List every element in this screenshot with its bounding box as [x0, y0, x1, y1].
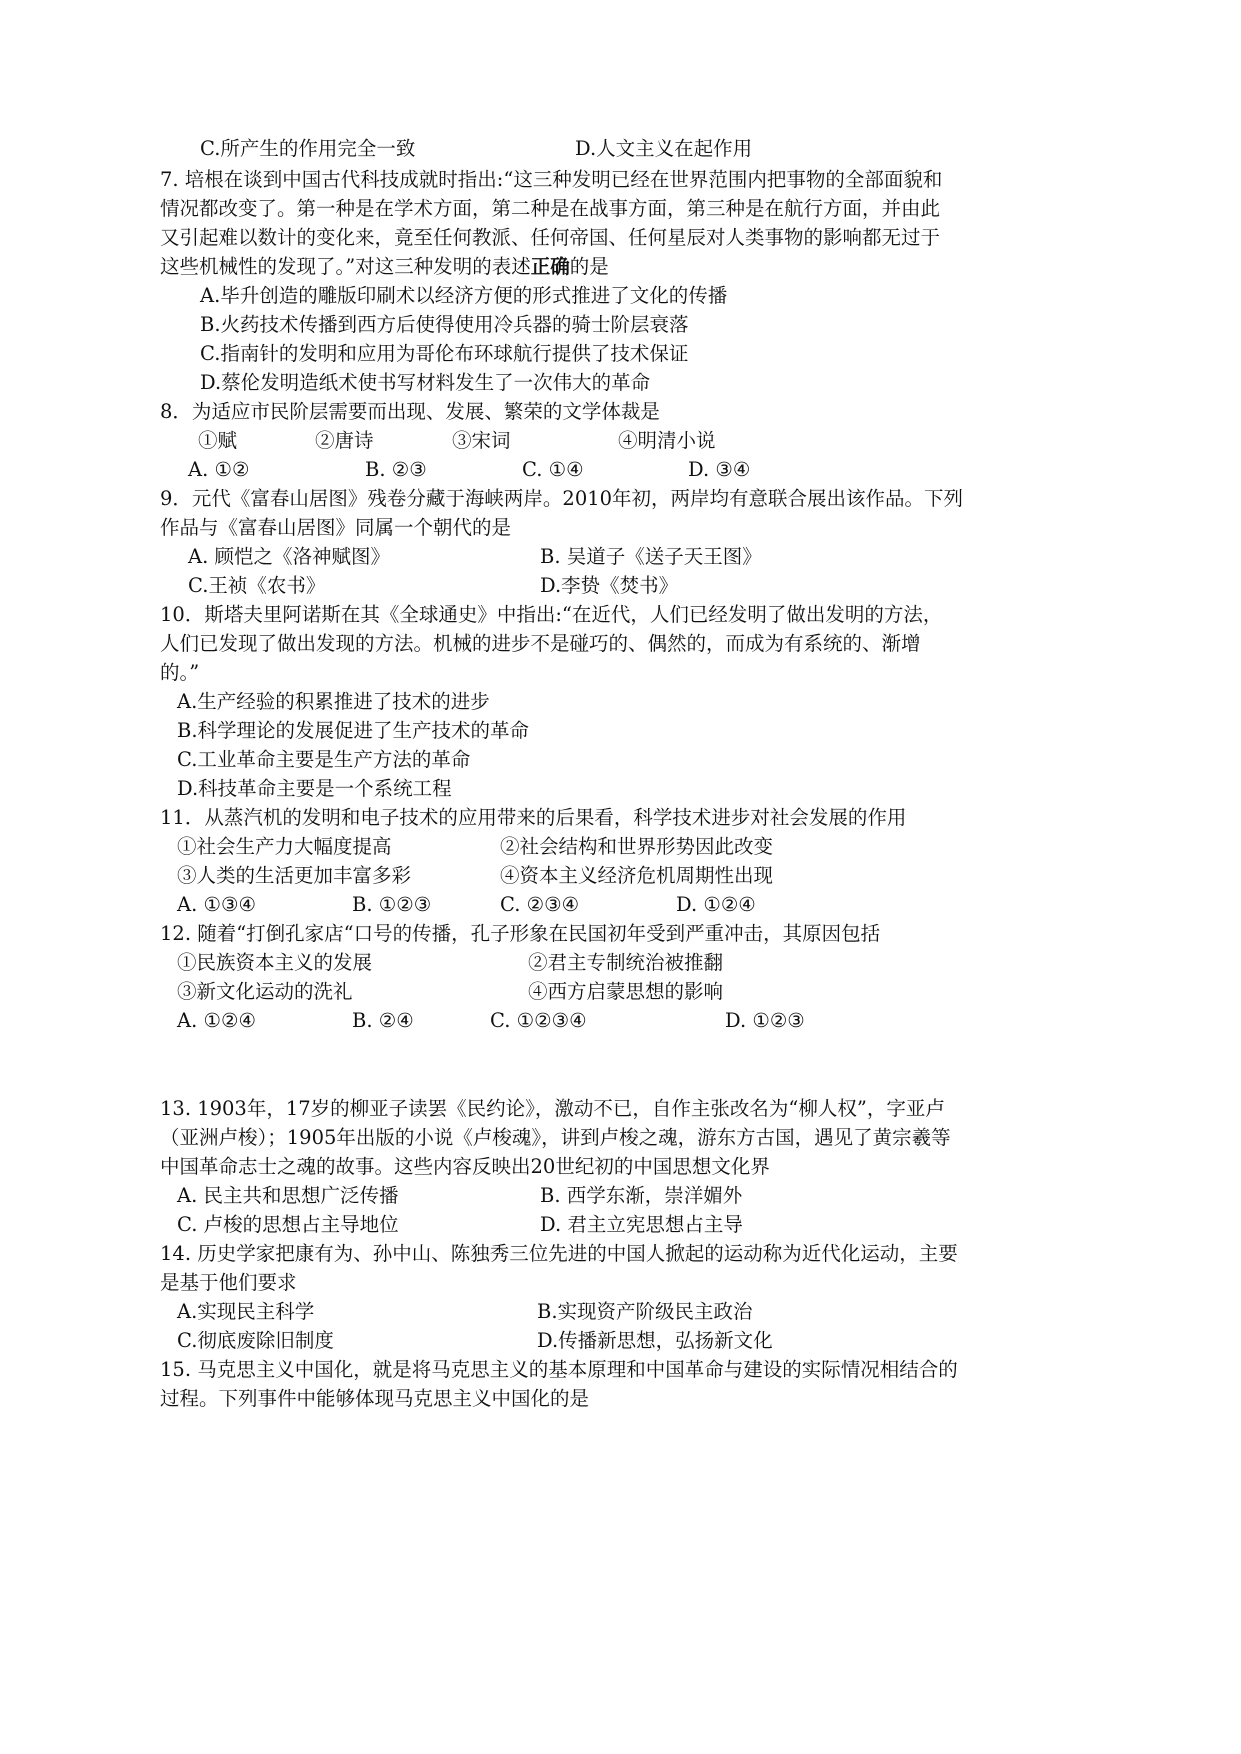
q7-stem-line3: 又引起难以数计的变化来，竟至任何教派、任何帝国、任何星辰对人类事物的影响都无过于 — [160, 226, 941, 249]
q11-option-c: C. ②③④ — [500, 893, 580, 916]
q9-option-b: B. 吴道子《送子天王图》 — [540, 545, 762, 568]
q12-option-c: C. ①②③④ — [490, 1009, 587, 1032]
q8-option-c: C. ①④ — [522, 458, 584, 481]
q9-stem-line1: 9．元代《富春山居图》残卷分藏于海峡两岸。2010年初，两岸均有意联合展出该作品。下列 — [160, 487, 964, 510]
q7-option-b: B.火药技术传播到西方后使得使用冷兵器的骑士阶层衰落 — [200, 313, 689, 336]
q10-stem-line3: 的。” — [160, 661, 200, 684]
q7-emphasis-correct: 正确 — [530, 255, 570, 278]
q13-option-b: B. 西学东渐，崇洋媚外 — [540, 1184, 743, 1207]
q13-option-d: D. 君主立宪思想占主导 — [540, 1213, 743, 1236]
q15-stem-line1: 15. 马克思主义中国化，就是将马克思主义的基本原理和中国革命与建设的实际情况相结合的 — [160, 1358, 958, 1381]
q7-option-d: D.蔡伦发明造纸术使书写材料发生了一次伟大的革命 — [200, 371, 651, 394]
q6-option-d: D.人文主义在起作用 — [575, 137, 753, 160]
q13-stem-line1: 13. 1903年，17岁的柳亚子读罢《民约论》，激动不已，自作主张改名为“柳人权”，字亚卢 — [160, 1097, 945, 1120]
q7-stem-line1: 7. 培根在谈到中国古代科技成就时指出:“这三种发明已经在世界范围内把事物的全部面貌和 — [160, 168, 943, 191]
q9-option-a: A. 顾恺之《洛神赋图》 — [188, 545, 390, 568]
q8-item-1: ①赋 — [198, 429, 238, 452]
q12-option-d: D. ①②③ — [725, 1009, 805, 1032]
q12-stem: 12. 随着“打倒孔家店“口号的传播，孔子形象在民国初年受到严重冲击，其原因包括 — [160, 922, 881, 945]
q6-option-c: C.所产生的作用完全一致 — [200, 137, 416, 160]
q11-stem: 11．从蒸汽机的发明和电子技术的应用带来的后果看，科学技术进步对社会发展的作用 — [160, 806, 907, 829]
q9-option-d: D.李贽《焚书》 — [540, 574, 679, 597]
q14-option-b: B.实现资产阶级民主政治 — [537, 1300, 753, 1323]
q10-stem-line1: 10．斯塔夫里阿诺斯在其《全球通史》中指出:“在近代，人们已经发明了做出发明的方法， — [160, 603, 943, 626]
q7-stem-line4 — [160, 254, 609, 280]
q10-option-c: C.工业革命主要是生产方法的革命 — [177, 748, 471, 771]
q7-stem-line2: 情况都改变了。第一种是在学术方面，第二种是在战事方面，第三种是在航行方面，并由此 — [160, 197, 941, 220]
q13-stem-line2: （亚洲卢梭）；1905年出版的小说《卢梭魂》，讲到卢梭之魂，游东方古国，遇见了黄宗羲等 — [160, 1126, 951, 1149]
q7-option-c: C.指南针的发明和应用为哥伦布环球航行提供了技术保证 — [200, 342, 689, 365]
q7-option-a: A.毕升创造的雕版印刷术以经济方便的形式推进了文化的传播 — [200, 284, 728, 307]
q8-item-3: ③宋词 — [452, 429, 511, 452]
q13-option-a: A. 民主共和思想广泛传播 — [177, 1184, 399, 1207]
q11-item-3: ③人类的生活更加丰富多彩 — [177, 864, 412, 887]
q13-option-c: C. 卢梭的思想占主导地位 — [177, 1213, 399, 1236]
q7-stem-line4-post: 的是 — [569, 255, 609, 278]
q8-item-2: ②唐诗 — [315, 429, 374, 452]
q14-option-c: C.彻底废除旧制度 — [177, 1329, 334, 1352]
q11-option-a: A. ①③④ — [177, 893, 256, 916]
q14-option-d: D.传播新思想，弘扬新文化 — [537, 1329, 773, 1352]
q14-option-a: A.实现民主科学 — [177, 1300, 315, 1323]
q11-item-4: ④资本主义经济危机周期性出现 — [500, 864, 774, 887]
q15-stem-line2: 过程。下列事件中能够体现马克思主义中国化的是 — [160, 1387, 590, 1410]
q12-item-4: ④西方启蒙思想的影响 — [528, 980, 724, 1003]
q11-item-1: ①社会生产力大幅度提高 — [177, 835, 392, 858]
q10-option-a: A.生产经验的积累推进了技术的进步 — [177, 690, 490, 713]
q14-stem-line1: 14. 历史学家把康有为、孙中山、陈独秀三位先进的中国人掀起的运动称为近代化运动，主要 — [160, 1242, 958, 1265]
q12-option-a: A. ①②④ — [177, 1009, 256, 1032]
q9-stem-line2: 作品与《富春山居图》同属一个朝代的是 — [160, 516, 512, 539]
q8-item-4: ④明清小说 — [618, 429, 716, 452]
q7-stem-line4-pre: 这些机械性的发现了。”对这三种发明的表述 — [160, 255, 531, 278]
q11-item-2: ②社会结构和世界形势因此改变 — [500, 835, 774, 858]
q10-option-d: D.科技革命主要是一个系统工程 — [177, 777, 452, 800]
q10-stem-line2: 人们已发现了做出发现的方法。机械的进步不是碰巧的、偶然的，而成为有系统的、渐增 — [160, 632, 921, 655]
q8-option-d: D. ③④ — [688, 458, 751, 481]
q8-option-b: B. ②③ — [365, 458, 427, 481]
q14-stem-line2: 是基于他们要求 — [160, 1271, 297, 1294]
q12-item-1: ①民族资本主义的发展 — [177, 951, 373, 974]
q12-option-b: B. ②④ — [352, 1009, 414, 1032]
q8-stem: 8．为适应市民阶层需要而出现、发展、繁荣的文学体裁是 — [160, 400, 660, 423]
q10-option-b: B.科学理论的发展促进了生产技术的革命 — [177, 719, 530, 742]
q12-item-2: ②君主专制统治被推翻 — [528, 951, 724, 974]
q13-stem-line3: 中国革命志士之魂的故事。这些内容反映出20世纪初的中国思想文化界 — [160, 1155, 770, 1178]
q9-option-c: C.王祯《农书》 — [188, 574, 326, 597]
q12-item-3: ③新文化运动的洗礼 — [177, 980, 353, 1003]
q11-option-d: D. ①②④ — [676, 893, 756, 916]
q8-option-a: A. ①② — [188, 458, 250, 481]
q11-option-b: B. ①②③ — [352, 893, 432, 916]
